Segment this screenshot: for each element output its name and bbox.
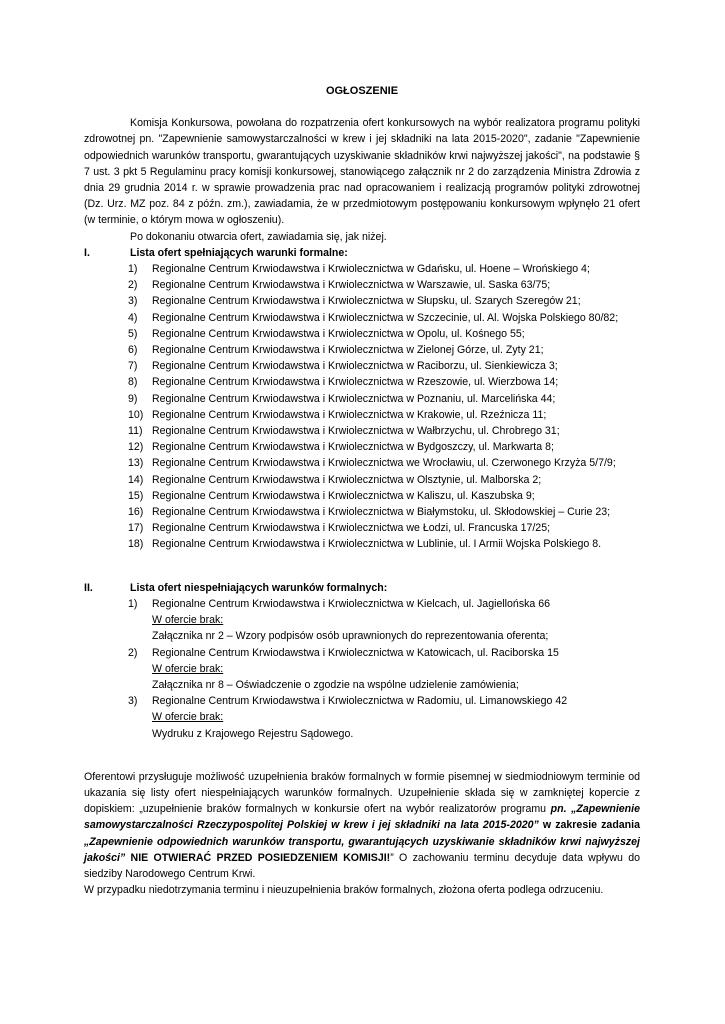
item-number: 17) [128, 522, 144, 535]
closing-pn: pn. [550, 803, 567, 816]
item-text: Regionalne Centrum Krwiodawstwa i Krwiolecznictwa w Wałbrzychu, ul. Chrobrego 31; [152, 425, 560, 438]
item-text: Regionalne Centrum Krwiodawstwa i Krwiolecznictwa w Szczecinie, ul. Al. Wojska Polskiego 80/82; [152, 311, 619, 324]
item-text: Regionalne Centrum Krwiodawstwa i Krwiolecznictwa w Słupsku, ul. Szarych Szeregów 21; [152, 295, 581, 308]
item-number: 10) [128, 408, 144, 421]
item-number: 5) [128, 327, 138, 340]
item-number: 7) [128, 360, 138, 373]
item-text: Regionalne Centrum Krwiodawstwa i Krwiolecznictwa we Łodzi, ul. Francuska 17/25; [152, 522, 551, 535]
item-text: Regionalne Centrum Krwiodawstwa i Krwiolecznictwa w Radomiu, ul. Limanowskiego 42 [152, 695, 568, 708]
section-2-number: II. [84, 581, 93, 594]
item-number: 3) [128, 695, 138, 708]
item-text: Regionalne Centrum Krwiodawstwa i Krwiolecznictwa w Krakowie, ul. Rzeźnicza 11; [152, 408, 547, 421]
formal-offers-list [84, 261, 640, 553]
missing-label: W ofercie brak: [152, 711, 224, 724]
item-text: Regionalne Centrum Krwiodawstwa i Krwiolecznictwa w Warszawie, ul. Saska 63/75; [152, 279, 551, 292]
closing-paragraph [84, 769, 640, 882]
item-text: Regionalne Centrum Krwiodawstwa i Krwiolecznictwa w Raciborzu, ul. Sienkiewicza 3; [152, 360, 558, 373]
section-2-title: Lista ofert niespełniających warunków formalnych: [130, 581, 388, 594]
section-1-heading [84, 245, 640, 261]
formal-offer-item [84, 391, 640, 407]
item-number: 15) [128, 489, 144, 502]
item-text: Regionalne Centrum Krwiodawstwa i Krwiolecznictwa w Opolu, ul. Kośnego 55; [152, 327, 525, 340]
item-number: 14) [128, 473, 144, 486]
formal-offer-item [84, 407, 640, 423]
missing-label: W ofercie brak: [152, 662, 224, 675]
missing-document: Wydruku z Krajowego Rejestru Sądowego. [152, 727, 354, 740]
item-number: 6) [128, 344, 138, 357]
item-text: Regionalne Centrum Krwiodawstwa i Krwiolecznictwa w Olsztynie, ul. Malborska 2; [152, 473, 542, 486]
formal-offer-item [84, 261, 640, 277]
formal-offer-item [84, 358, 640, 374]
item-number: 1) [128, 597, 138, 610]
formal-offer-item [84, 423, 640, 439]
item-number: 2) [128, 646, 138, 659]
item-number: 9) [128, 392, 138, 405]
formal-offer-item [84, 472, 640, 488]
section-2-heading [84, 580, 640, 596]
item-number: 13) [128, 457, 144, 470]
closing-text-end: ” O zachowaniu terminu decyduje data wpływu do siedziby Narodowego Centrum Krwi. [84, 851, 641, 880]
item-text: Regionalne Centrum Krwiodawstwa i Krwiolecznictwa w Kielcach, ul. Jagiellońska 66 [152, 597, 551, 610]
formal-offer-item [84, 277, 640, 293]
section-1-title: Lista ofert spełniających warunki formalne: [130, 246, 348, 259]
after-opening-paragraph: Po dokonaniu otwarcia ofert, zawiadamia się, jak niżej. [130, 230, 387, 243]
formal-offer-item [84, 504, 640, 520]
nonformal-offer-item [84, 596, 640, 645]
missing-document: Załącznika nr 2 – Wzory podpisów osób uprawnionych do reprezentowania oferenta; [152, 630, 549, 643]
closing-task-name: „Zapewnienie odpowiednich warunków transportu, gwarantujących uzyskiwanie składników krwi najwyższej jakości” [84, 835, 640, 864]
closing-task-intro: w zakresie zadania [538, 819, 640, 832]
item-text: Regionalne Centrum Krwiodawstwa i Krwiolecznictwa w Kaliszu, ul. Kaszubska 9; [152, 489, 535, 502]
item-text: Regionalne Centrum Krwiodawstwa i Krwiolecznictwa w Rzeszowie, ul. Wierzbowa 14; [152, 376, 559, 389]
nonformal-offer-item [84, 645, 640, 694]
item-text: Regionalne Centrum Krwiodawstwa i Krwiolecznictwa w Zielonej Górze, ul. Zyty 21; [152, 344, 544, 357]
item-text: Regionalne Centrum Krwiodawstwa i Krwiolecznictwa w Lublinie, ul. I Armii Wojska Polskiego 8. [152, 538, 602, 551]
nonformal-offer-item [84, 693, 640, 742]
formal-offer-item [84, 439, 640, 455]
formal-offer-item [84, 455, 640, 471]
item-text: Regionalne Centrum Krwiodawstwa i Krwiolecznictwa w Poznaniu, ul. Marcelińska 44; [152, 392, 556, 405]
formal-offer-item [84, 293, 640, 309]
intro-paragraph: Komisja Konkursowa, powołana do rozpatrzenia ofert konkursowych na wybór realizatora programu polityki zdrowotnej pn. "Zapewnienie samowystarczalności w krew i jej składniki na lata 2015-2020", zadanie "Zapewnienie odpowiednich warunków transportu, gwarantujących uzyskiwanie składników krwi najwyższej jakości", na podstawie § 7 ust. 3 pkt 5 Regulaminu pracy komisji konkursowej, stanowiącego załącznik nr 2 do zarządzenia Ministra Zdrowia z dnia 29 grudnia 2014 r. w sprawie prowadzenia prac nad opracowaniem i realizacją programów polityki zdrowotnej (Dz. Urz. MZ poz. 84 z późn. zm.), zawiadamia, że w przedmiotowym postępowaniu konkursowym wpłynęło 21 ofert (w terminie, o którym mowa w ogłoszeniu). [84, 117, 640, 227]
item-number: 1) [128, 263, 138, 276]
closing-program-name: „Zapewnienie samowystarczalności Rzeczypospolitej Polskiej w krew i jej składniki na lata 2015-2020” [84, 803, 640, 832]
item-number: 8) [128, 376, 138, 389]
rejection-paragraph: W przypadku niedotrzymania terminu i nieuzupełnienia braków formalnych, złożona oferta podlega odrzuceniu. [84, 884, 604, 897]
item-text: Regionalne Centrum Krwiodawstwa i Krwiolecznictwa w Bydgoszczy, ul. Markwarta 8; [152, 441, 554, 454]
item-number: 12) [128, 441, 144, 454]
closing-text-start: Oferentowi przysługuje możliwość uzupełnienia braków formalnych w formie pisemnej w siedmiodniowym terminie od ukazania się listy ofert niespełniających warunków formalnych. Uzupełnienie składa się w zamkniętej kopercie z dopiskiem: „uzupełnienie braków formalnych w konkursie ofert na wybór realizatorów programu [84, 770, 640, 816]
formal-offer-item [84, 326, 640, 342]
item-number: 11) [128, 425, 143, 438]
formal-offer-item [84, 342, 640, 358]
item-number: 16) [128, 506, 144, 519]
item-text: Regionalne Centrum Krwiodawstwa i Krwiolecznictwa w Katowicach, ul. Raciborska 15 [152, 646, 559, 659]
missing-label: W ofercie brak: [152, 614, 224, 627]
nonformal-offers-list [84, 596, 640, 742]
formal-offer-item [84, 536, 640, 552]
formal-offer-item [84, 310, 640, 326]
item-number: 4) [128, 311, 138, 324]
item-text: Regionalne Centrum Krwiodawstwa i Krwiolecznictwa w Białymstoku, ul. Skłodowskiej – Curie 23; [152, 506, 611, 519]
item-text: Regionalne Centrum Krwiodawstwa i Krwiolecznictwa w Gdańsku, ul. Hoene – Wrońskiego 4; [152, 263, 590, 276]
missing-document: Załącznika nr 8 – Oświadczenie o zgodzie na wspólne udzielenie zamówienia; [152, 678, 519, 691]
formal-offer-item [84, 488, 640, 504]
document-page [84, 83, 640, 898]
item-text: Regionalne Centrum Krwiodawstwa i Krwiolecznictwa we Wrocławiu, ul. Czerwonego Krzyża 5/7/9; [152, 457, 616, 470]
formal-offer-item [84, 520, 640, 536]
item-number: 3) [128, 295, 138, 308]
item-number: 2) [128, 279, 138, 292]
formal-offer-item [84, 374, 640, 390]
document-title: OGŁOSZENIE [325, 85, 399, 97]
closing-warning: NIE OTWIERAĆ PRZED POSIEDZENIEM KOMISJI! [125, 851, 391, 864]
item-number: 18) [128, 538, 144, 551]
section-1-number: I. [84, 246, 90, 259]
